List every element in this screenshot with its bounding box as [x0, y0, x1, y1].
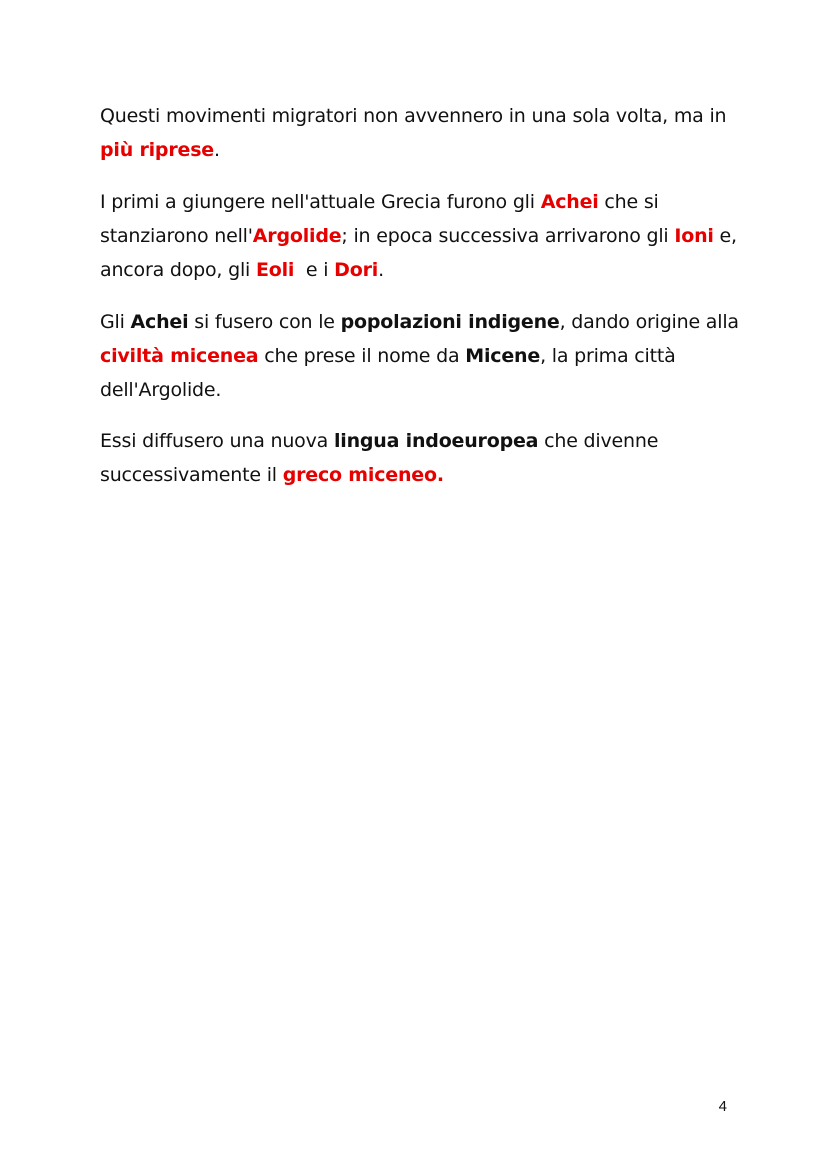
highlight-term: civiltà micenea [100, 345, 259, 367]
text-segment: , la prima città dell'Argolide. [100, 345, 676, 401]
text-segment: Essi diffusero una nuova [100, 430, 334, 452]
text-segment: e i [294, 259, 335, 281]
highlight-term: Eoli [255, 259, 295, 281]
text-segment: che prese il nome da [258, 345, 466, 367]
text-segment: . [378, 259, 384, 281]
paragraph-migrations [100, 99, 740, 167]
bold-term: Micene [465, 345, 541, 367]
page-number: 4 [718, 1098, 727, 1115]
paragraph-language [100, 424, 740, 492]
highlight-term: greco miceneo. [282, 464, 444, 486]
text-segment: Questi movimenti migratori non avvennero in una sola volta, ma in [100, 105, 727, 127]
text-segment: che si stanziarono nell' [100, 191, 659, 247]
highlight-term: Argolide [252, 225, 342, 247]
bold-term: popolazioni indigene [340, 311, 560, 333]
text-segment: I primi a giungere nell'attuale Grecia furono gli [100, 191, 541, 213]
paragraph-peoples [100, 185, 740, 287]
text-segment: Gli [100, 311, 131, 333]
highlight-term: Dori [334, 259, 379, 281]
highlight-term: più riprese [100, 139, 214, 161]
text-segment: . [214, 139, 220, 161]
highlight-term: Ioni [674, 225, 714, 247]
text-segment: e, ancora dopo, gli [100, 225, 737, 281]
text-segment: che divenne successivamente il [100, 430, 659, 486]
text-segment: , dando origine alla [559, 311, 739, 333]
highlight-term: Achei [540, 191, 599, 213]
bold-term: lingua indoeuropea [333, 430, 539, 452]
text-segment: ; in epoca successiva arrivarono gli [341, 225, 675, 247]
text-segment: si fusero con le [188, 311, 341, 333]
bold-term: Achei [130, 311, 189, 333]
paragraph-mycenaean-civilization [100, 305, 740, 407]
